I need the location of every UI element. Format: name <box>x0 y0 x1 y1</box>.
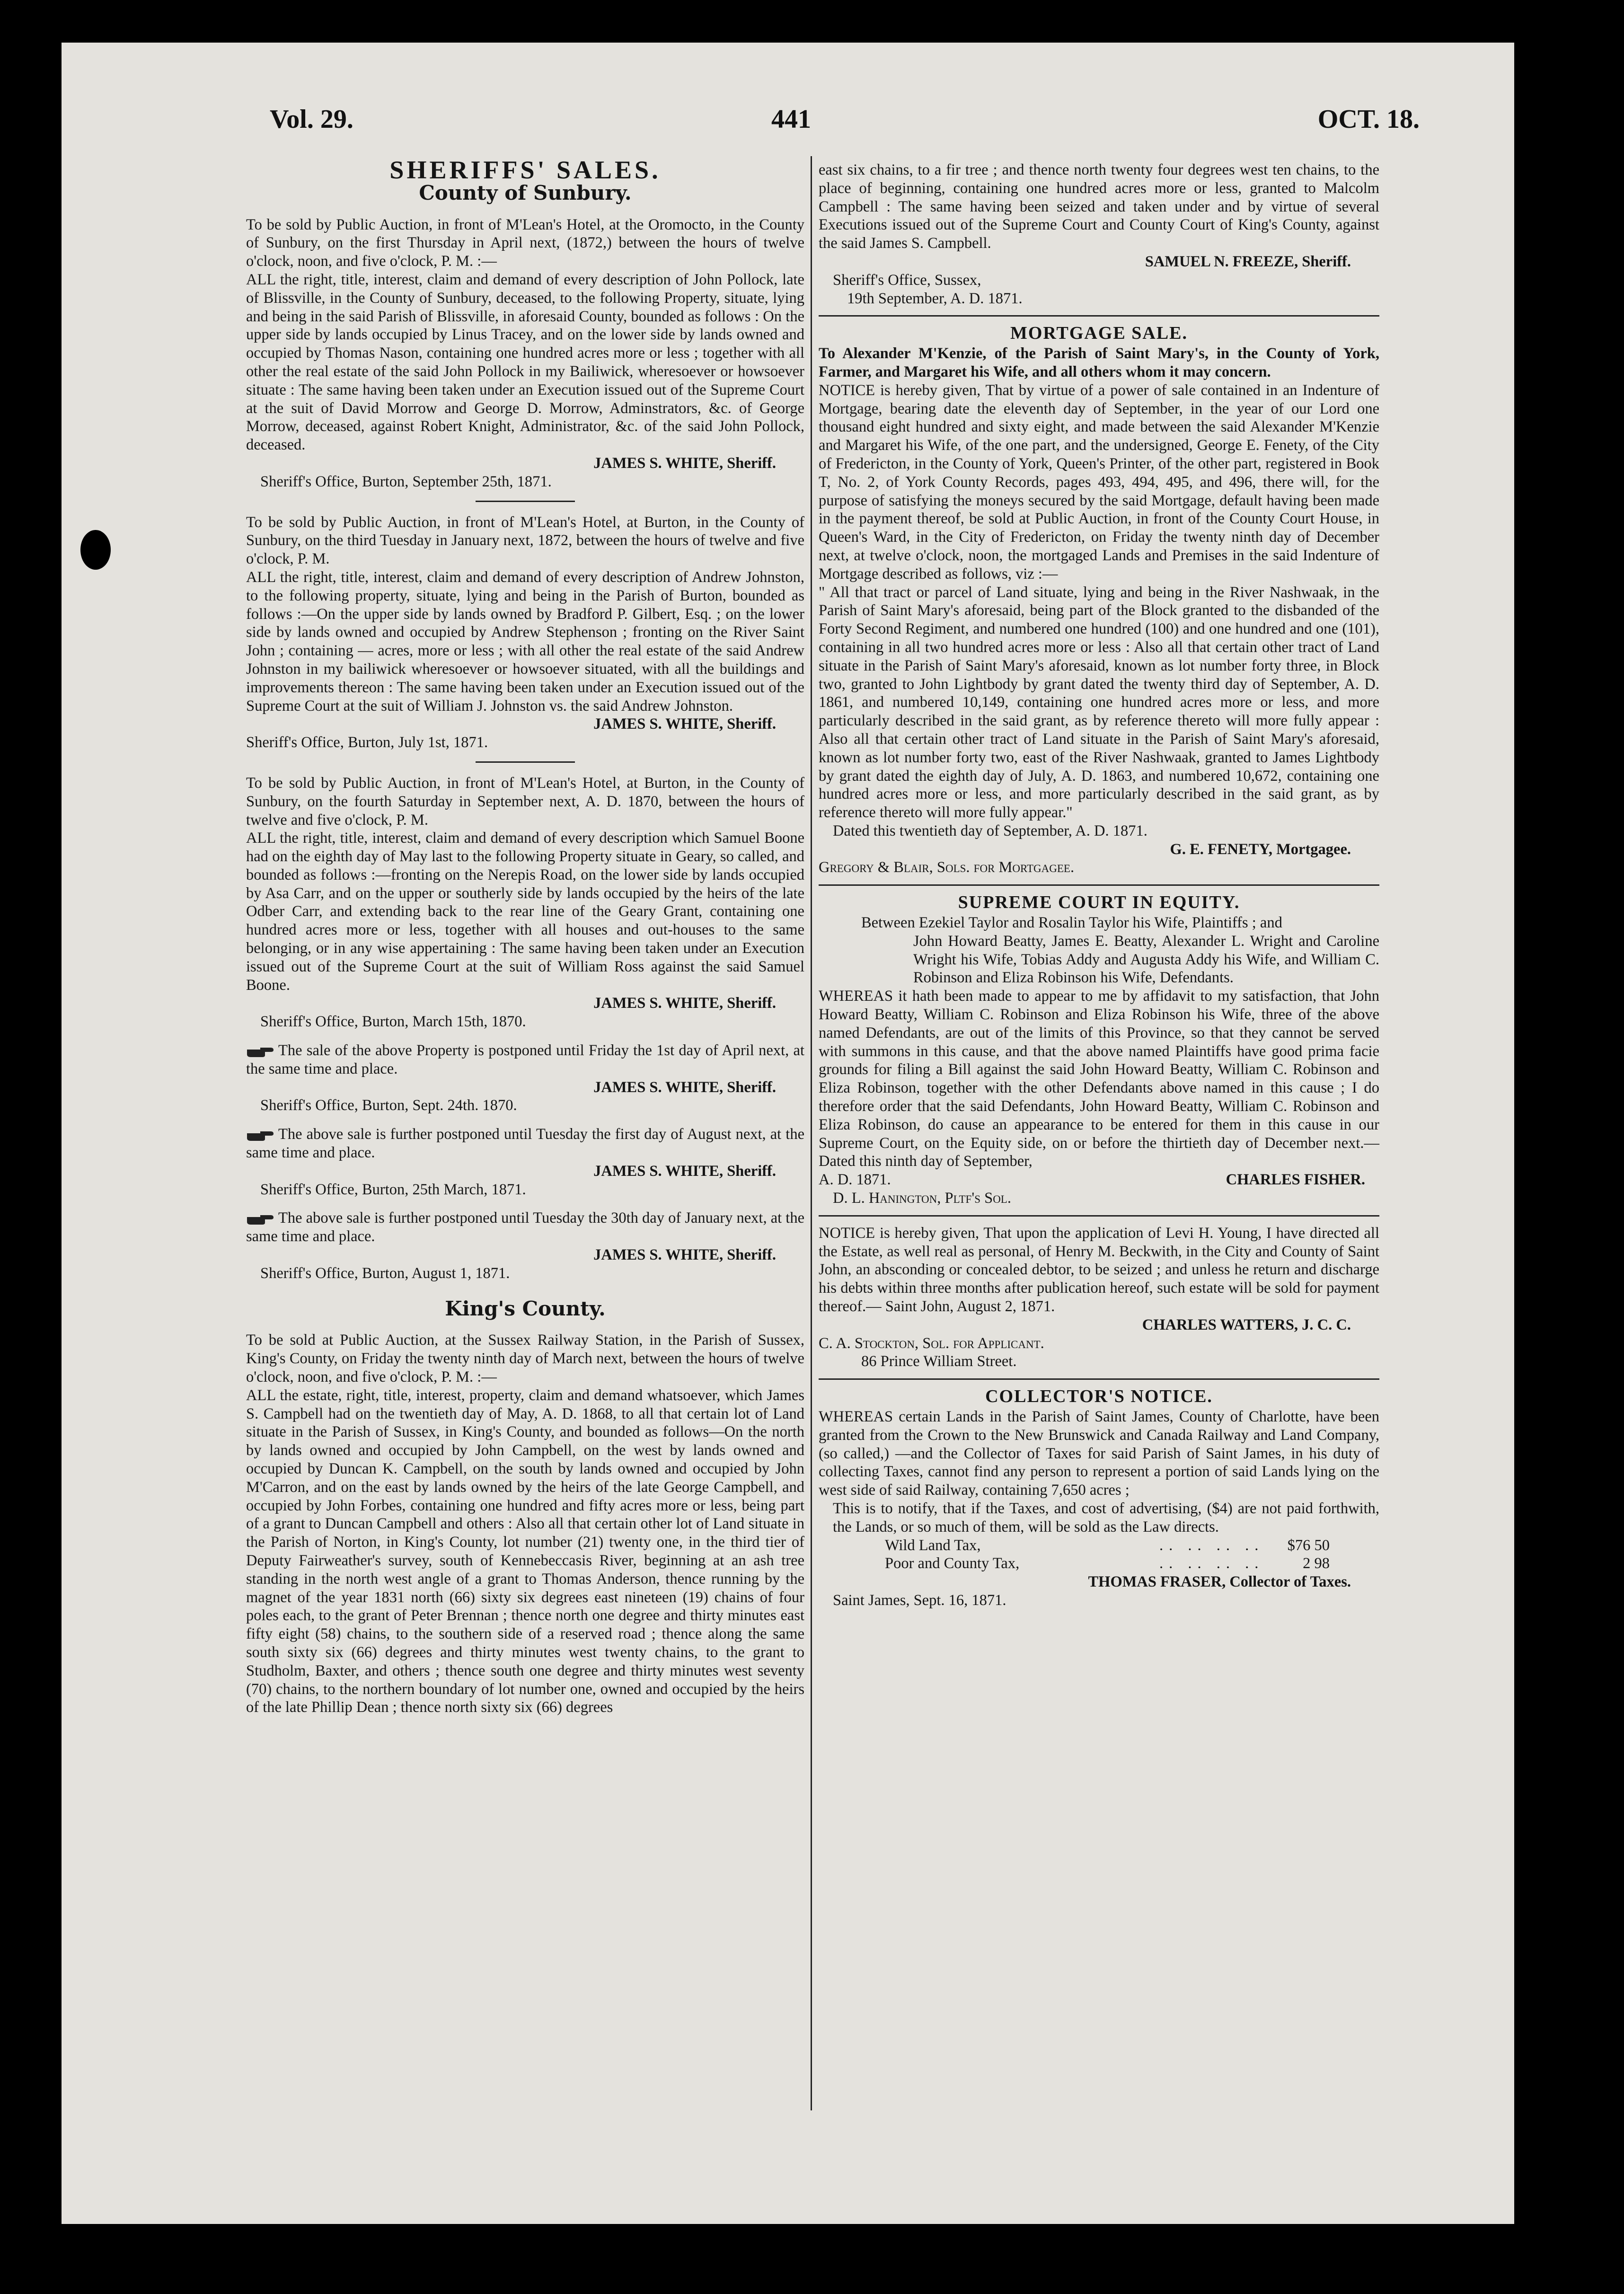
pointing-hand-icon <box>246 1213 274 1226</box>
punch-hole <box>80 530 111 570</box>
notice-signature: JAMES S. WHITE, Sheriff. <box>593 1078 776 1096</box>
equity-solicitor: D. L. Hanington, Pltf's Sol. <box>833 1190 1011 1207</box>
notice-signature: JAMES S. WHITE, Sheriff. <box>593 995 776 1012</box>
notice-office: Sheriff's Office, Burton, Sept. 24th. 1870. <box>260 1097 517 1114</box>
mortgage-sale-title: MORTGAGE SALE. <box>1010 323 1188 344</box>
notice-body: ALL the estate, right, title, interest, property, claim and demand whatsoever, which James S. Campbell had on the twentieth day of May, A. D. 1868, to all that certain lot of Land situate in the Parish of Sussex, in King's County, and bounded as follows—On the north by lands owned and occupied by John Campbell, on the west by lands owned and occupied by Duncan K. Campbell, on the south by lands owned and occupied by John M'Carron, and on the east by lands owned by the heirs of the late George Campbell, and occupied by John Forbes, containing one hundred and fifty acres more or less, being part of a grant to Duncan Campbell and others : Also all that certain other lot of Land situate in the Parish of Norton, in King's County, lot number (21) twenty one, in the third tier of Deputy Fairweather's survey, south of Kennebeccasis River, beginning at an ash tree standing in the north west angle of a grant to Thomas Anderson, thence running by the magnet of the year 1831 north (66) sixty six degrees east nineteen (19) chains of four poles each, to the grant of Peter Brennan ; thence north one degree and thirty minutes east fifty eight (58) chains, to the southern side of a reserved road ; thence along the same south sixty six (66) degrees and thirty minutes west twenty chains, to the grant to Studholm, Baxter, and others ; thence south one degree and thirty minutes west seventy (70) chains, to the northern boundary of lot number one, owned and occupied by the heirs of the late Phillip Dean ; thence north sixty six (66) degrees <box>246 1386 804 1716</box>
notice-office: Sheriff's Office, Burton, March 15th, 1870. <box>260 1013 526 1031</box>
mortgage-solicitors: Gregory & Blair, Sols. for Mortgagee. <box>819 859 1075 876</box>
notice-body: ALL the right, title, interest, claim and demand of every description of John Pollock, late of Blissville, in the County of Sunbury, deceased, to the following Property, situate, lying and being in the said Parish of Blissville, in aforesaid County, bounded as follows : On the upper side by lands occupied by Linus Tracey, and on the lower side by lands owned and occupied by Thomas Nason, containing one hundred acres more or less ; together with all other the real estate of the said John Pollock in my Bailiwick, wheresoever or howsoever situate : The same having been taken under an Execution issued out of the Supreme Court at the suit of David Morrow and George D. Morrow, Adminstrators, &c. of George Morrow, deceased, against Robert Knight, Administrator, &c. of the said John Pollock, deceased. <box>246 271 804 454</box>
collectors-notify: This is to notify, that if the Taxes, and cost of advertising, ($4) are not paid forthwith, the Lands, or so much of them, will be sold as the Law directs. <box>833 1500 1379 1535</box>
tax-amount: 2 98 <box>1303 1555 1330 1572</box>
leader-dots: .. .. .. .. <box>1159 1555 1264 1572</box>
continued-notice-body: east six chains, to a fir tree ; and thence north twenty four degrees west ten chains, to the place of beginning, containing one hundred acres more or less, granted to Malcolm Campbell : The same having been seized and taken under and by virtue of several Executions issued out of the Supreme Court and County Court of King's County, against the said James S. Campbell. <box>819 161 1379 252</box>
postponement-notice <box>246 1125 804 1162</box>
pointing-hand-icon <box>246 1129 274 1142</box>
equity-body: WHEREAS it hath been made to appear to me by affidavit to my satisfaction, that John Howard Beatty, William C. Robinson and Eliza Robinson his Wife, three of the above named Defendants, are out of the limits of this Province, so that they cannot be served with summons in this cause, and that the above named Plaintiffs have good prima facie grounds for filing a Bill against the said John Howard Beatty, William C. Robinson and Eliza Robinson, together with the other Defendants above named in this cause ; I do therefore order that the said Defendants, John Howard Beatty, William C. Robinson and Eliza Robinson, do cause an appearance to be entered for them in this cause in our Supreme Court, on the Equity side, on or before the thirtieth day of December next.—Dated this ninth day of September, <box>819 988 1379 1170</box>
tax-label: Wild Land Tax, <box>885 1536 981 1554</box>
right-column <box>819 161 1379 1610</box>
tax-label: Poor and County Tax, <box>885 1555 1020 1572</box>
equity-plaintiffs: Between Ezekiel Taylor and Rosalin Taylor his Wife, Plaintiffs ; and <box>861 914 1282 932</box>
notice-signature: SAMUEL N. FREEZE, Sheriff. <box>1145 253 1351 270</box>
postponement-notice <box>246 1209 804 1246</box>
equity-year: A. D. 1871. <box>819 1171 891 1189</box>
separator-rule <box>476 761 575 763</box>
notice-body: ALL the right, title, interest, claim and demand of every description of Andrew Johnston, to the following property, situate, lying and being in the Parish of Burton, bounded as follows :—On the upper side by lands owned by Bradford P. Gilbert, Esq. ; on the lower side by lands owned and occupied by Andrew Stephenson ; fronting on the River Saint John ; containing — acres, more or less ; with all other the real estate of the said Andrew Johnston in my bailiwick wheresoever or howsoever situated, with all the buildings and improvements thereon : The same having been taken under an Execution issued out of the Supreme Court at the suit of William J. Johnston vs. the said Andrew Johnston. <box>246 568 804 715</box>
notice-office: Sheriff's Office, Burton, August 1, 1871. <box>260 1264 510 1282</box>
issue-date: OCT. 18. <box>1317 105 1420 134</box>
postponement-notice <box>246 1041 804 1078</box>
column-divider <box>811 156 812 2110</box>
notice-office: Sheriff's Office, Burton, July 1st, 1871. <box>246 734 488 751</box>
notice-intro: To be sold at Public Auction, at the Sussex Railway Station, in the Parish of Sussex, King's County, on Friday the twenty ninth day of March next, between the hours of twelve o'clock, noon, and five o'clock, P. M. :— <box>246 1332 804 1386</box>
mortgagee-signature: G. E. FENETY, Mortgagee. <box>1170 840 1351 858</box>
leader-dots: .. .. .. .. <box>1159 1536 1264 1554</box>
section-title: SHERIFFS' SALES. <box>389 156 661 184</box>
separator-rule <box>819 1215 1379 1217</box>
separator-rule <box>476 501 575 502</box>
mortgage-body: NOTICE is hereby given, That by virtue of a power of sale contained in an Indenture of Mortgage, bearing date the eleventh day of September, in the year of our Lord one thousand eight hundred and sixty eight, and made between the said Alexander M'Kenzie and Margaret his Wife, of the one part, and the undersigned, George E. Fenety, of the City of Fredericton, in the County of York, Queen's Printer, of the other part, registered in Book T, No. 2, of York County Records, pages 493, 494, 495, and 496, there will, for the purpose of satisfying the moneys secured by the said Mortgage, default having been made in the payment thereof, be sold at Public Auction, in front of the County Court House, in Queen's Ward, in the City of Fredericton, on Friday the twenty ninth day of December next, at twelve o'clock, noon, the mortgaged Lands and Premises in the said Indenture of Mortgage described as follows, viz :— <box>819 381 1379 582</box>
notice-office: Sheriff's Office, Burton, 25th March, 1871. <box>260 1181 526 1198</box>
solicitor-address: 86 Prince William Street. <box>861 1353 1017 1370</box>
equity-defendants: John Howard Beatty, James E. Beatty, Alexander L. Wright and Caroline Wright his Wife, Tobias Addy and Augusta Addy his Wife, and William C. Robinson and Eliza Robinson his Wife, Defendants. <box>913 932 1379 987</box>
judge-signature: CHARLES WATTERS, J. C. C. <box>1142 1316 1351 1333</box>
equity-title: SUPREME COURT IN EQUITY. <box>958 892 1240 913</box>
notice-office-date: 19th September, A. D. 1871. <box>847 290 1023 307</box>
page-number: 441 <box>771 105 811 134</box>
postponement-text: The above sale is further postponed until Tuesday the first day of August next, at the same time and place. <box>246 1126 804 1162</box>
separator-rule <box>819 1378 1379 1380</box>
equity-signature-row <box>819 1171 1379 1189</box>
notice-intro: To be sold by Public Auction, in front of M'Lean's Hotel, at the Oromocto, in the County of Sunbury, on the first Thursday in April next, (1872,) between the hours of twelve o'clock, noon, and five o'clock, P. M. :— <box>246 216 804 270</box>
collector-signature: THOMAS FRASER, Collector of Taxes. <box>1088 1573 1351 1591</box>
notice-signature: JAMES S. WHITE, Sheriff. <box>593 1162 776 1180</box>
notice-office: Sheriff's Office, Burton, September 25th, 1871. <box>260 473 552 490</box>
separator-rule <box>819 315 1379 317</box>
applicant-solicitor: C. A. Stockton, Sol. for Applicant. <box>819 1334 1044 1352</box>
pointing-hand-icon <box>246 1046 274 1058</box>
left-column <box>246 156 804 1717</box>
notice-signature: JAMES S. WHITE, Sheriff. <box>593 715 776 733</box>
mortgage-addressee: To Alexander M'Kenzie, of the Parish of Saint Mary's, in the County of York, Farmer, and Margaret his Wife, and all others whom it may concern. <box>819 345 1379 380</box>
postponement-text: The above sale is further postponed until Tuesday the 30th day of January next, at the same time and place. <box>246 1209 804 1245</box>
tax-amount: $76 50 <box>1287 1536 1330 1554</box>
notice-office: Sheriff's Office, Sussex, <box>833 271 981 289</box>
collectors-notice-body: WHEREAS certain Lands in the Parish of Saint James, County of Charlotte, have been granted from the Crown to the New Brunswick and Canada Railway and Land Company, (so called,) —and the Collector of Taxes for said Parish of Saint James, in his duty of collecting Taxes, cannot find any person to represent a portion of said Lands lying on the west side of said Railway, containing 7,650 acres ; <box>819 1408 1379 1499</box>
page-header <box>208 104 1420 156</box>
volume-number: Vol. 29. <box>270 105 353 134</box>
notice-intro: To be sold by Public Auction, in front of M'Lean's Hotel, at Burton, in the County of Sunbury, on the third Tuesday in January next, 1872, between the hours of twelve and five o'clock, P. M. <box>246 513 804 568</box>
notice-intro: To be sold by Public Auction, in front of M'Lean's Hotel, at Burton, in the County of Sunbury, on the fourth Saturday in September next, A. D. 1870, between the hours of twelve and five o'clock, P. M. <box>246 774 804 829</box>
county-heading-sunbury: County of Sunbury. <box>419 181 632 204</box>
collectors-notice-date: Saint James, Sept. 16, 1871. <box>833 1591 1006 1609</box>
county-heading-kings: King's County. <box>445 1297 606 1320</box>
separator-rule <box>819 884 1379 886</box>
notice-signature: JAMES S. WHITE, Sheriff. <box>593 1246 776 1264</box>
absconding-debtor-notice: NOTICE is hereby given, That upon the application of Levi H. Young, I have directed all the Estate, as well real as personal, of Henry M. Beckwith, in the City and County of Saint John, an absconding or concealed debtor, to be seized ; and unless he return and discharge his debts within three months after publication hereof, such estate will be sold for payment thereof.— Saint John, August 2, 1871. <box>819 1224 1379 1315</box>
notice-body: ALL the right, title, interest, claim and demand of every description which Samuel Boone had on the eighth day of May last to the following Property situate in Geary, so called, and bounded as follows :—fronting on the Nerepis Road, on the lower side by lands occupied by Asa Carr, and on the upper or southerly side by lands occupied by the heirs of the late Odber Carr, and extending back to the rear line of the Geary Grant, containing one hundred acres more or less, together with all houses and out-houses to the same belonging, or in any wise appertaining : The same having been taken under an Execution issued out of the Supreme Court at the suit of William Ross against the said Samuel Boone. <box>246 829 804 994</box>
tax-row-wild-land <box>819 1536 1358 1555</box>
equity-signature: CHARLES FISHER. <box>1226 1171 1365 1189</box>
collectors-notice-title: COLLECTOR'S NOTICE. <box>985 1386 1213 1407</box>
mortgage-dated: Dated this twentieth day of September, A. D. 1871. <box>833 822 1147 839</box>
postponement-text: The sale of the above Property is postponed until Friday the 1st day of April next, at the same time and place. <box>246 1042 804 1077</box>
notice-signature: JAMES S. WHITE, Sheriff. <box>593 454 776 472</box>
tax-row-poor-county <box>819 1554 1358 1573</box>
mortgage-land-description: " All that tract or parcel of Land situate, lying and being in the River Nashwaak, in the Parish of Saint Mary's aforesaid, being part of the Block granted to the disbanded of the Forty Second Regiment, and numbered one hundred (100) and one hundred and one (101), containing in all two hundred acres more or less : Also all that certain other tract of Land situate in the Parish of Saint Mary's aforesaid, known as lot number forty three, in Block two, granted to John Lightbody by grant dated the twenty third day of September, A. D. 1861, and numbered 10,149, containing one hundred acres more or less, and more particularly described in the said grant, as by reference thereto will more fully appear : Also all that certain other tract of Land situate in the Parish of Saint Mary's aforesaid, known as lot number forty two, east of the River Nashwaak, granted to James Lightbody by grant dated the eighth day of July, A. D. 1863, and numbered 10,672, containing one hundred acres more or less, and more particularly described in the said grant, as by reference thereto will more fully appear." <box>819 583 1379 821</box>
